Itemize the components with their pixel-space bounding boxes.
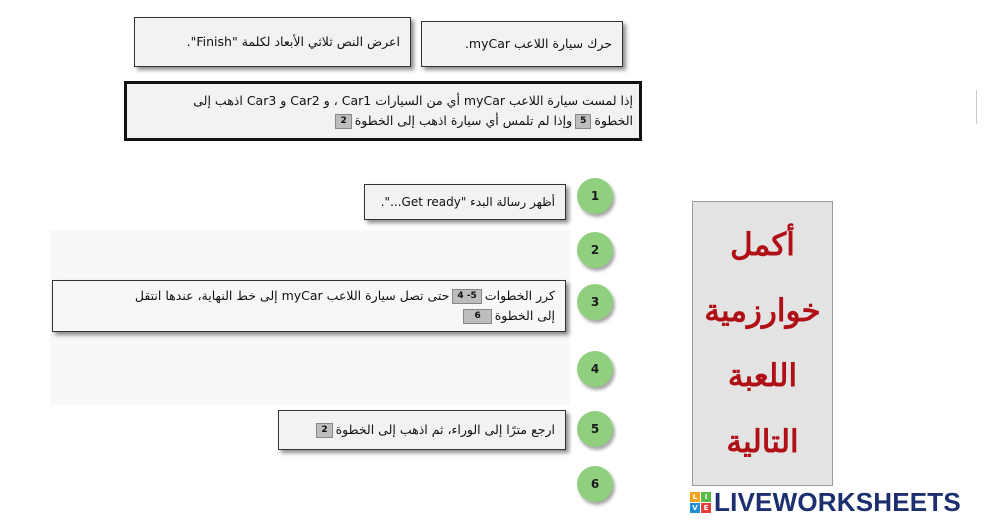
- step-number-3: 3: [577, 284, 613, 320]
- text-segment: الخطوة: [594, 113, 633, 128]
- step-ref-box: 4 -5: [452, 289, 481, 304]
- card-text-line1: [135, 286, 555, 306]
- step-ref-box: 5: [575, 114, 591, 129]
- step-number-4: 4: [577, 351, 613, 387]
- title-word-2: خوارزمية: [704, 292, 821, 329]
- text-segment: كرر الخطوات: [484, 288, 555, 303]
- card-step-5[interactable]: [278, 410, 566, 450]
- logo-cell: V: [690, 503, 700, 513]
- step-number-1: 1: [577, 178, 613, 214]
- text-segment: حتى تصل سيارة اللاعب myCar إلى خط النهاية، عندها انتقل: [134, 288, 450, 303]
- text-segment: إلى الخطوة: [494, 308, 555, 323]
- card-text-line2: [332, 111, 633, 131]
- card-move-mycar[interactable]: [421, 21, 623, 67]
- step-ref-box: 6: [463, 309, 491, 324]
- text-segment: وإذا لم تلمس أي سيارة اذهب إلى الخطوة: [354, 113, 573, 128]
- step-number-2: 2: [577, 232, 613, 268]
- title-word-4: التالية: [726, 424, 799, 461]
- card-text: [313, 420, 555, 440]
- card-collision-check[interactable]: [124, 81, 642, 141]
- step-number-6: 6: [577, 466, 613, 502]
- card-show-finish-text[interactable]: [134, 17, 411, 67]
- card-text: أظهر رسالة البدء "Get ready...".: [380, 195, 555, 209]
- logo-cell: I: [701, 492, 711, 502]
- card-text-line2: [460, 306, 555, 326]
- card-step-3[interactable]: [52, 280, 566, 332]
- logo-mark-icon: [690, 492, 711, 513]
- card-text-line1: إذا لمست سيارة اللاعب myCar أي من السيارات Car1 ، و Car2 و Car3 اذهب إلى: [193, 93, 633, 108]
- step-ref-box: 2: [335, 114, 351, 129]
- logo-cell: L: [690, 492, 700, 502]
- logo-text: LIVEWORKSHEETS: [714, 486, 961, 517]
- step-ref-box: 2: [316, 423, 332, 438]
- title-word-1: أكمل: [730, 226, 795, 263]
- title-word-3: اللعبة: [727, 358, 798, 395]
- step-number-5: 5: [577, 411, 613, 447]
- title-panel: [692, 201, 833, 486]
- divider-line: [976, 90, 977, 124]
- card-text: اعرض النص ثلاثي الأبعاد لكلمة "Finish".: [186, 34, 400, 49]
- card-step-1[interactable]: [364, 184, 566, 220]
- text-segment: ارجع مترًا إلى الوراء، ثم اذهب إلى الخطوة: [335, 422, 555, 437]
- card-text: حرك سيارة اللاعب myCar.: [464, 36, 612, 51]
- logo-cell: E: [701, 503, 711, 513]
- liveworksheets-logo[interactable]: [690, 487, 961, 517]
